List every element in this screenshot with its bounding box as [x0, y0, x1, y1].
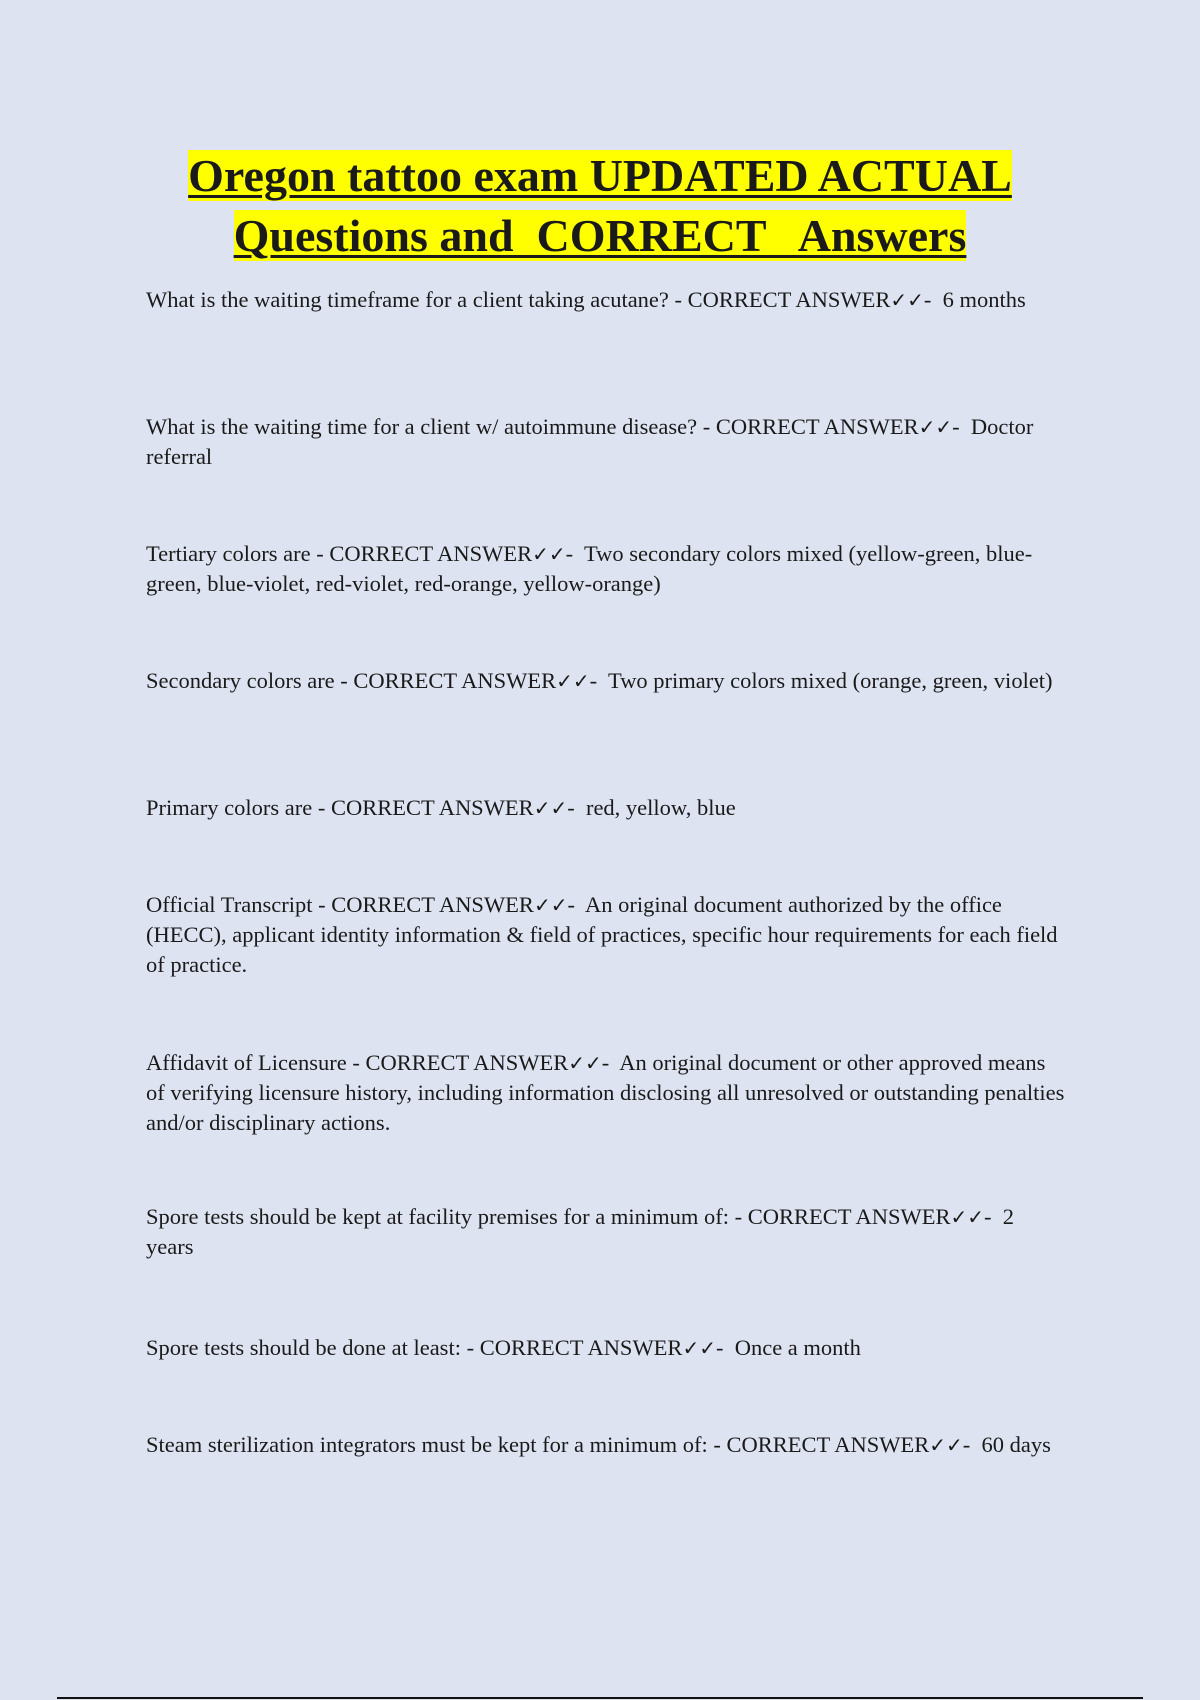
qa-item-spore-tests-frequency: Spore tests should be done at least: - CORRECT ANSWER✓✓- Once a month — [146, 1335, 861, 1360]
answer-marker: - CORRECT ANSWER — [318, 892, 534, 917]
answer-text: Doctor referral — [146, 414, 1034, 469]
check-marks-icon: ✓✓ — [682, 1336, 716, 1360]
qa-item-affidavit-of-licensure: Affidavit of Licensure - CORRECT ANSWER✓✓- An original document or other approved means of verifying licensure history, including information disclosing all unresolved or outstanding penalties and/or disciplinary actions. — [146, 1050, 1065, 1135]
question-text: Primary colors are — [146, 795, 313, 820]
answer-marker: - CORRECT ANSWER — [702, 414, 919, 439]
qa-item-tertiary-colors: Tertiary colors are - CORRECT ANSWER✓✓- Two secondary colors mixed (yellow-green, blue-green, blue-violet, red-violet, red-orange, yellow-orange) — [146, 541, 1033, 596]
question-text: Spore tests should be done at least: — [146, 1335, 461, 1360]
qa-item-spore-tests-kept: Spore tests should be kept at facility premises for a minimum of: - CORRECT ANSWER✓✓- 2 years — [146, 1204, 1015, 1259]
answer-text: Two primary colors mixed (orange, green, violet) — [608, 668, 1053, 693]
check-marks-icon: ✓✓ — [568, 1051, 602, 1075]
answer-text: 6 months — [942, 287, 1026, 312]
answer-marker: - CORRECT ANSWER — [340, 668, 557, 693]
answer-marker: - CORRECT ANSWER — [734, 1204, 951, 1229]
document-title — [0, 146, 1200, 266]
title-line-2: Questions and CORRECT Answers — [233, 210, 967, 261]
bottom-divider — [57, 1697, 1143, 1699]
qa-item-secondary-colors: Secondary colors are - CORRECT ANSWER✓✓- Two primary colors mixed (orange, green, violet) — [146, 668, 1053, 693]
qa-item-primary-colors: Primary colors are - CORRECT ANSWER✓✓- red, yellow, blue — [146, 795, 736, 820]
check-marks-icon: ✓✓ — [556, 669, 590, 693]
check-marks-icon: ✓✓ — [532, 542, 566, 566]
check-marks-icon: ✓✓ — [890, 288, 924, 312]
answer-marker: - CORRECT ANSWER — [317, 795, 534, 820]
answer-marker: - CORRECT ANSWER — [674, 287, 891, 312]
question-text: Affidavit of Licensure — [146, 1050, 347, 1075]
answer-text: red, yellow, blue — [585, 795, 736, 820]
check-marks-icon: ✓✓ — [918, 415, 953, 439]
question-text: What is the waiting time for a client w/ autoimmune disease? — [146, 414, 698, 439]
question-text: Secondary colors are — [146, 668, 335, 693]
qa-item-steam-integrators: Steam sterilization integrators must be kept for a minimum of: - CORRECT ANSWER✓✓- 60 days — [146, 1432, 1051, 1457]
check-marks-icon: ✓✓ — [929, 1433, 963, 1457]
qa-item-autoimmune: What is the waiting time for a client w/ autoimmune disease? - CORRECT ANSWER✓✓- Doctor referral — [146, 414, 1034, 469]
answer-marker: - CORRECT ANSWER — [352, 1050, 569, 1075]
answer-text: 2 years — [146, 1204, 1015, 1259]
answer-marker: - CORRECT ANSWER — [316, 541, 533, 566]
answer-text: An original document or other approved means of verifying licensure history, including information disclosing all unresolved or outstanding penalties and/or disciplinary actions. — [146, 1050, 1065, 1135]
answer-marker: - CORRECT ANSWER — [466, 1335, 683, 1360]
check-marks-icon: ✓✓ — [533, 796, 568, 820]
answer-text: An original document authorized by the office (HECC), applicant identity information & field of practices, specific hour requirements for each field of practice. — [146, 892, 1058, 977]
check-marks-icon: ✓✓ — [533, 893, 568, 917]
check-marks-icon: ✓✓ — [950, 1205, 985, 1229]
answer-text: 60 days — [981, 1432, 1051, 1457]
question-text: Steam sterilization integrators must be kept for a minimum of: — [146, 1432, 708, 1457]
answer-text: Once a month — [734, 1335, 861, 1360]
title-line-1: Oregon tattoo exam UPDATED ACTUAL — [188, 150, 1012, 201]
question-text: Spore tests should be kept at facility premises for a minimum of: — [146, 1204, 730, 1229]
answer-marker: - CORRECT ANSWER — [713, 1432, 930, 1457]
question-text: What is the waiting timeframe for a client taking acutane? — [146, 287, 669, 312]
answer-text: Two secondary colors mixed (yellow-green, blue-green, blue-violet, red-violet, red-orange, yellow-orange) — [146, 541, 1033, 596]
qa-item-acutane: What is the waiting timeframe for a client taking acutane? - CORRECT ANSWER✓✓- 6 months — [146, 287, 1026, 312]
qa-item-official-transcript: Official Transcript - CORRECT ANSWER✓✓- An original document authorized by the office (HECC), applicant identity information & field of practices, specific hour requirements for each field of practice. — [146, 892, 1058, 977]
question-text: Tertiary colors are — [146, 541, 311, 566]
question-text: Official Transcript — [146, 892, 313, 917]
